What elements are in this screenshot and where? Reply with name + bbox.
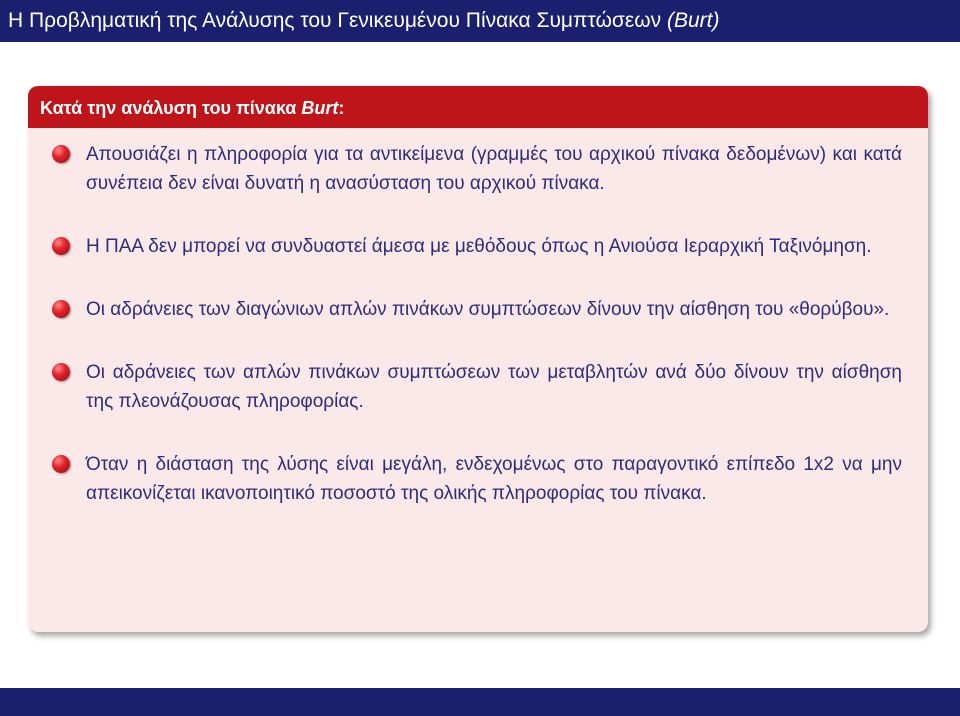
block-title	[28, 86, 928, 128]
slide-title-italic: (Burt)	[666, 9, 720, 32]
block-title-prefix: Κατά την ανάλυση του πίνακα	[40, 98, 297, 118]
content-block	[28, 86, 928, 632]
slide-title-bar	[0, 0, 960, 42]
list-item-text: Απουσιάζει η πληροφορία για τα αντικείμενα (γραμμές του αρχικού πίνακα δεδομένων) και κατά συνέπεια δεν είναι δυνατή η ανασύσταση του αρχικού πίνακα.	[86, 144, 902, 194]
list-item	[52, 450, 902, 508]
list-item	[52, 232, 902, 261]
list-item	[52, 358, 902, 416]
bullet-icon	[52, 455, 70, 473]
bullet-icon	[52, 300, 70, 318]
list-item-text: Οι αδράνειες των απλών πινάκων συμπτώσεων των μεταβλητών ανά δύο δίνουν την αίσθηση της πλεονάζουσας πληροφορίας.	[86, 362, 902, 412]
list-item-text: Όταν η διάσταση της λύσης είναι μεγάλη, ενδεχομένως στο παραγοντικό επίπεδο 1x2 να μην απεικονίζεται ικανοποιητικό ποσοστό της ολικής πληροφορίας του πίνακα.	[86, 454, 902, 504]
bullet-icon	[52, 145, 70, 163]
bullet-icon	[52, 237, 70, 255]
slide-title: Η Προβληματική της Ανάλυσης του Γενικευμένου Πίνακα Συμπτώσεων	[8, 9, 662, 32]
list-item-text: Η ΠΑΑ δεν μπορεί να συνδυαστεί άμεσα με μεθόδους όπως η Ανιούσα Ιεραρχική Ταξινόμηση.	[86, 236, 872, 257]
list-item	[52, 295, 902, 324]
footer-bar	[0, 688, 960, 716]
list-item-text: Οι αδράνειες των διαγώνιων απλών πινάκων συμπτώσεων δίνουν την αίσθηση του «θορύβου».	[86, 299, 890, 320]
block-title-italic: Burt	[301, 98, 339, 118]
bullet-icon	[52, 363, 70, 381]
block-title-suffix: :	[338, 98, 345, 118]
block-body	[28, 128, 928, 508]
list-item	[52, 140, 902, 198]
